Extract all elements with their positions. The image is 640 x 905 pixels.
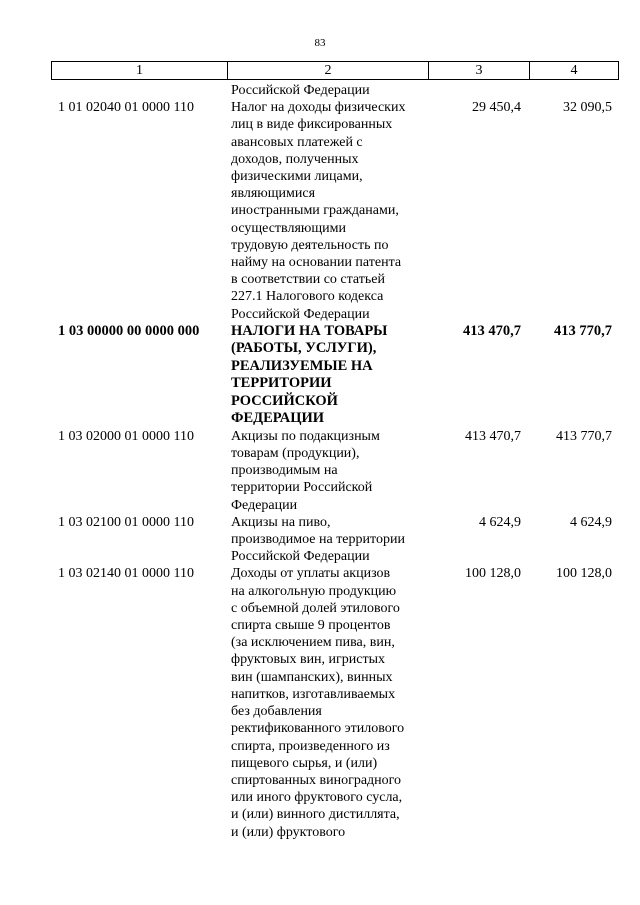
row-value-col3: 29 450,4	[472, 100, 521, 116]
header-col-3: 3	[429, 62, 530, 80]
table-row	[0, 428, 640, 514]
row-code: 1 03 02000 01 0000 110	[58, 428, 194, 444]
table-row	[0, 82, 640, 323]
page-number: 83	[314, 37, 326, 49]
header-col-2: 2	[228, 62, 429, 80]
header-col-1: 1	[52, 62, 228, 80]
row-name: НАЛОГИ НА ТОВАРЫ (РАБОТЫ, УСЛУГИ), РЕАЛИЗУЕМЫЕ НА ТЕРРИТОРИИ РОССИЙСКОЙ ФЕДЕРАЦИИ	[231, 322, 388, 427]
row-value-col3: 413 470,7	[465, 428, 521, 444]
row-name: Российской Федерации Налог на доходы физических лиц в виде фиксированных авансовых платежей с доходов, полученных физическими лицами, являющимися иностранными гражданами, осуществляющими трудовую деятельность по найму на основании патента в соответствии со статьей 227.1 Налогового кодекса Российской Федерации	[231, 83, 406, 322]
row-code: 1 03 02100 01 0000 110	[58, 514, 194, 530]
table-header	[51, 61, 619, 80]
row-value-col3: 4 624,9	[479, 514, 521, 530]
row-value-col3: 413 470,7	[463, 322, 521, 339]
row-value-col4: 413 770,7	[556, 428, 612, 444]
table-row-section	[0, 323, 640, 428]
row-value-col4: 32 090,5	[563, 100, 612, 116]
row-code: 1 03 00000 00 0000 000	[58, 322, 200, 339]
row-name: Акцизы по подакцизным товарам (продукции), производимым на территории Российской Федерации	[231, 428, 380, 513]
row-code: 1 03 02140 01 0000 110	[58, 566, 194, 582]
header-col-4: 4	[530, 62, 619, 80]
row-code: 1 01 02040 01 0000 110	[58, 100, 194, 116]
table-row	[0, 565, 640, 840]
row-value-col4: 4 624,9	[570, 514, 612, 530]
row-value-col3: 100 128,0	[465, 566, 521, 582]
row-value-col4: 100 128,0	[556, 566, 612, 582]
row-name: Доходы от уплаты акцизов на алкогольную продукцию с объемной долей этилового спирта свыше 9 процентов (за исключением пива, вин, фруктовых вин, игристых вин (шампанских), винных напитков, изготавливаемых без добавления ректификованного этилового спирта, произведенного из пищевого сырья, и (или) спиртованных виноградного или иного фруктового сусла, и (или) винного дистиллята, и (или) фруктового	[231, 566, 405, 840]
row-value-col4: 413 770,7	[554, 322, 612, 339]
row-name: Акцизы на пиво, производимое на территории Российской Федерации	[231, 514, 405, 565]
table-row	[0, 514, 640, 566]
table-body	[0, 82, 640, 841]
